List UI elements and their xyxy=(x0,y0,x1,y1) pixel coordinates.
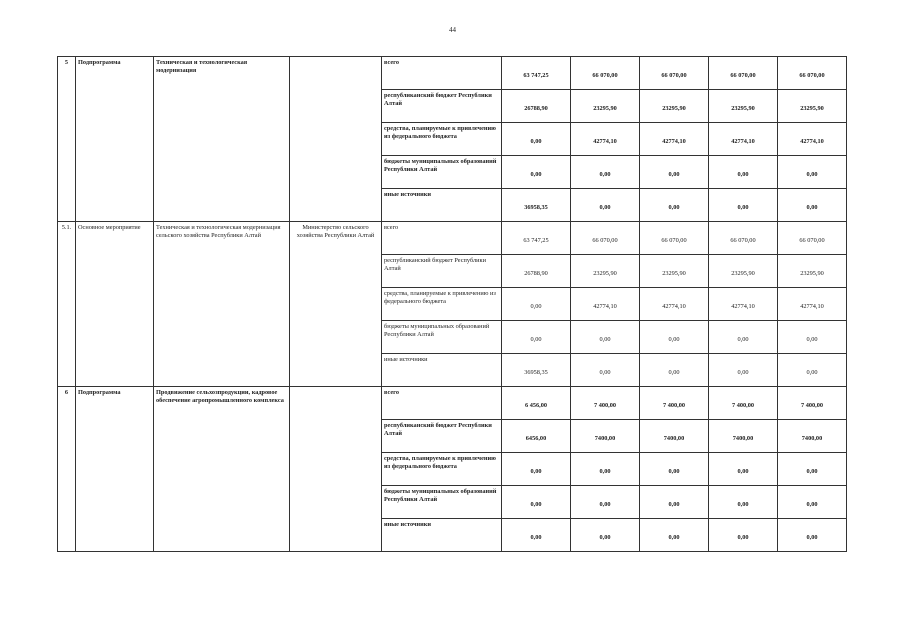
amount-cell: 0,00 xyxy=(571,189,640,222)
row-type-cell: Основное мероприятие xyxy=(76,222,154,387)
table-row xyxy=(58,57,847,90)
amount-cell: 66 070,00 xyxy=(778,57,847,90)
row-executor-cell xyxy=(290,57,382,222)
amount-cell: 7400,00 xyxy=(778,420,847,453)
amount-cell: 42774,10 xyxy=(571,288,640,321)
amount-cell: 7400,00 xyxy=(640,420,709,453)
amount-cell: 0,00 xyxy=(709,486,778,519)
amount-cell: 0,00 xyxy=(502,453,571,486)
amount-cell: 0,00 xyxy=(709,156,778,189)
amount-cell: 66 070,00 xyxy=(709,57,778,90)
amount-cell: 0,00 xyxy=(571,486,640,519)
row-number-cell: 5 xyxy=(58,57,76,222)
amount-cell: 7 400,00 xyxy=(778,387,847,420)
amount-cell: 42774,10 xyxy=(640,288,709,321)
amount-cell: 0,00 xyxy=(709,453,778,486)
funding-source-cell: средства, планируемые к привлечению из федерального бюджета xyxy=(382,453,502,486)
amount-cell: 0,00 xyxy=(640,354,709,387)
funding-source-cell: республиканский бюджет Республики Алтай xyxy=(382,255,502,288)
budget-table-body xyxy=(58,57,847,552)
amount-cell: 23295,90 xyxy=(640,90,709,123)
amount-cell: 0,00 xyxy=(778,453,847,486)
amount-cell: 23295,90 xyxy=(571,255,640,288)
amount-cell: 66 070,00 xyxy=(571,222,640,255)
amount-cell: 66 070,00 xyxy=(571,57,640,90)
amount-cell: 23295,90 xyxy=(709,255,778,288)
amount-cell: 23295,90 xyxy=(571,90,640,123)
amount-cell: 0,00 xyxy=(640,486,709,519)
funding-source-cell: республиканский бюджет Республики Алтай xyxy=(382,90,502,123)
funding-source-cell: бюджеты муниципальных образований Республики Алтай xyxy=(382,321,502,354)
row-number-cell: 5.1. xyxy=(58,222,76,387)
amount-cell: 0,00 xyxy=(778,519,847,552)
funding-source-cell: республиканский бюджет Республики Алтай xyxy=(382,420,502,453)
amount-cell: 66 070,00 xyxy=(778,222,847,255)
row-number-cell: 6 xyxy=(58,387,76,552)
amount-cell: 0,00 xyxy=(778,354,847,387)
amount-cell: 23295,90 xyxy=(709,90,778,123)
amount-cell: 0,00 xyxy=(640,321,709,354)
amount-cell: 63 747,25 xyxy=(502,222,571,255)
funding-source-cell: иные источники xyxy=(382,519,502,552)
funding-source-cell: всего xyxy=(382,57,502,90)
amount-cell: 0,00 xyxy=(571,519,640,552)
amount-cell: 0,00 xyxy=(778,189,847,222)
amount-cell: 66 070,00 xyxy=(709,222,778,255)
row-type-cell: Подпрограмма xyxy=(76,57,154,222)
amount-cell: 0,00 xyxy=(502,486,571,519)
amount-cell: 42774,10 xyxy=(709,123,778,156)
row-name-cell: Техническая и технологическая модернизация сельского хозяйства Республики Алтай xyxy=(154,222,290,387)
amount-cell: 63 747,25 xyxy=(502,57,571,90)
amount-cell: 0,00 xyxy=(640,189,709,222)
funding-source-cell: всего xyxy=(382,387,502,420)
amount-cell: 36958,35 xyxy=(502,189,571,222)
funding-source-cell: средства, планируемые к привлечению из федерального бюджета xyxy=(382,123,502,156)
amount-cell: 0,00 xyxy=(778,321,847,354)
amount-cell: 0,00 xyxy=(640,156,709,189)
amount-cell: 66 070,00 xyxy=(640,222,709,255)
amount-cell: 42774,10 xyxy=(640,123,709,156)
amount-cell: 0,00 xyxy=(502,156,571,189)
amount-cell: 66 070,00 xyxy=(640,57,709,90)
amount-cell: 0,00 xyxy=(778,486,847,519)
table-row xyxy=(58,387,847,420)
amount-cell: 7 400,00 xyxy=(640,387,709,420)
amount-cell: 36958,35 xyxy=(502,354,571,387)
amount-cell: 0,00 xyxy=(571,156,640,189)
amount-cell: 0,00 xyxy=(640,453,709,486)
amount-cell: 0,00 xyxy=(502,321,571,354)
amount-cell: 23295,90 xyxy=(778,255,847,288)
amount-cell: 7400,00 xyxy=(709,420,778,453)
amount-cell: 0,00 xyxy=(502,123,571,156)
funding-source-cell: всего xyxy=(382,222,502,255)
amount-cell: 6456,00 xyxy=(502,420,571,453)
row-type-cell: Подпрограмма xyxy=(76,387,154,552)
amount-cell: 26788,90 xyxy=(502,90,571,123)
budget-table xyxy=(57,56,847,552)
amount-cell: 0,00 xyxy=(709,321,778,354)
amount-cell: 26788,90 xyxy=(502,255,571,288)
amount-cell: 42774,10 xyxy=(778,288,847,321)
funding-source-cell: бюджеты муниципальных образований Республики Алтай xyxy=(382,486,502,519)
amount-cell: 7 400,00 xyxy=(571,387,640,420)
amount-cell: 42774,10 xyxy=(571,123,640,156)
amount-cell: 0,00 xyxy=(571,453,640,486)
row-name-cell: Техническая и технологическая модернизация xyxy=(154,57,290,222)
amount-cell: 0,00 xyxy=(709,519,778,552)
amount-cell: 0,00 xyxy=(778,156,847,189)
amount-cell: 0,00 xyxy=(571,321,640,354)
row-executor-cell: Министерство сельского хозяйства Республики Алтай xyxy=(290,222,382,387)
amount-cell: 7 400,00 xyxy=(709,387,778,420)
funding-source-cell: иные источники xyxy=(382,189,502,222)
amount-cell: 42774,10 xyxy=(709,288,778,321)
row-name-cell: Продвижение сельхозпродукции, кадровое обеспечение агропромышленного комплекса xyxy=(154,387,290,552)
table-row xyxy=(58,222,847,255)
funding-source-cell: иные источники xyxy=(382,354,502,387)
amount-cell: 0,00 xyxy=(502,288,571,321)
amount-cell: 0,00 xyxy=(640,519,709,552)
row-executor-cell xyxy=(290,387,382,552)
funding-source-cell: средства, планируемые к привлечению из федерального бюджета xyxy=(382,288,502,321)
funding-source-cell: бюджеты муниципальных образований Республики Алтай xyxy=(382,156,502,189)
amount-cell: 23295,90 xyxy=(640,255,709,288)
amount-cell: 0,00 xyxy=(571,354,640,387)
amount-cell: 0,00 xyxy=(709,189,778,222)
amount-cell: 6 456,00 xyxy=(502,387,571,420)
amount-cell: 0,00 xyxy=(709,354,778,387)
amount-cell: 23295,90 xyxy=(778,90,847,123)
amount-cell: 0,00 xyxy=(502,519,571,552)
page-number: 44 xyxy=(449,26,456,34)
amount-cell: 42774,10 xyxy=(778,123,847,156)
amount-cell: 7400,00 xyxy=(571,420,640,453)
